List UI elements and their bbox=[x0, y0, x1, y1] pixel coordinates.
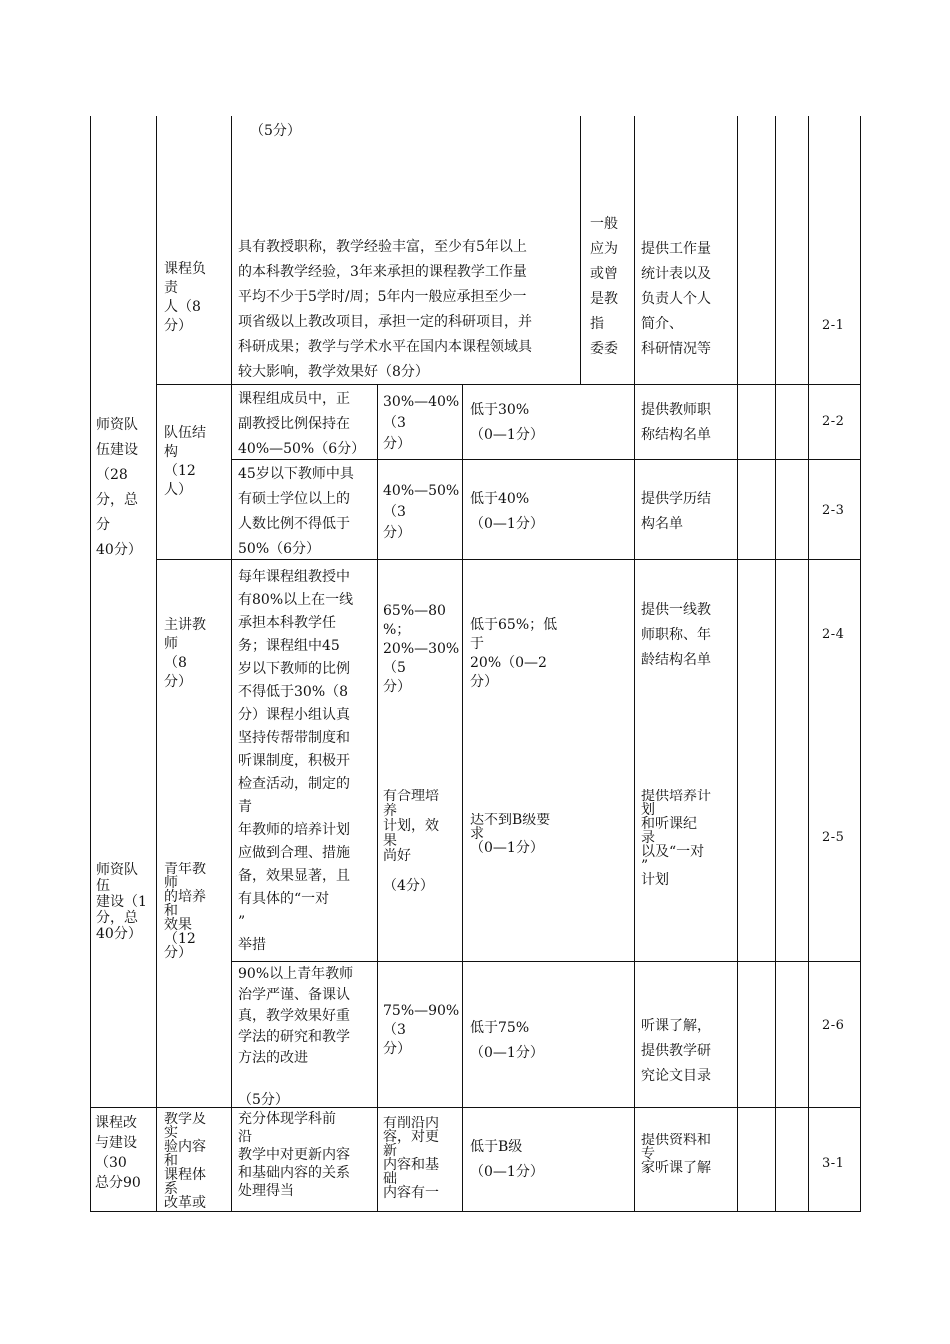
criterion-b-2-3: 40%—50% （3 分） bbox=[383, 483, 460, 541]
col-divider-7 bbox=[775, 116, 776, 1212]
index-2-1: 2-1 bbox=[822, 318, 845, 333]
evidence-2-5: 提供培养计 划 和听课纪 录 以及“一对 ” 计划 bbox=[641, 789, 711, 888]
table-border-left bbox=[90, 116, 91, 1212]
evidence-2-3: 提供学历结 构名单 bbox=[641, 491, 711, 532]
section-label-teachers-1: 师资队 伍建设 （28 分，总 分 40分） bbox=[96, 417, 142, 558]
sub-item-team-structure: 队伍结 构 （12 人） bbox=[164, 425, 206, 498]
criterion-b-2-5: 有合理培 养 计划，效 果 尚好 （4分） bbox=[383, 789, 439, 894]
criterion-c-2-3: 低于40% （0—1分） bbox=[470, 491, 544, 532]
criterion-c-2-5: 达不到B级要 求 （0—1分） bbox=[470, 813, 551, 856]
evidence-3-1: 提供资料和 专 家听课了解 bbox=[641, 1133, 711, 1176]
criterion-b-2-6: 75%—90% （3 分） bbox=[383, 1003, 460, 1057]
col-divider-5 bbox=[634, 116, 635, 1212]
col-divider-4 bbox=[462, 384, 463, 1212]
evidence-2-6: 听课了解， 提供教学研 究论文目录 bbox=[641, 1018, 711, 1084]
col-divider-1 bbox=[156, 116, 157, 1212]
criterion-b-2-2: 30%—40% （3 分） bbox=[383, 394, 460, 452]
index-2-5: 2-5 bbox=[822, 830, 845, 845]
col-divider-8 bbox=[808, 116, 809, 1212]
evidence-2-2: 提供教师职 称结构名单 bbox=[641, 402, 711, 443]
index-2-2: 2-2 bbox=[822, 414, 845, 429]
row-line-2-1-bottom bbox=[156, 384, 861, 385]
table-border-right bbox=[860, 116, 861, 1212]
top-fragment-score: （5分） bbox=[250, 123, 301, 139]
index-2-3: 2-3 bbox=[822, 503, 845, 518]
index-2-6: 2-6 bbox=[822, 1018, 845, 1033]
evidence-2-1: 提供工作量 统计表以及 负责人个人 简介、 科研情况等 bbox=[641, 241, 711, 357]
criterion-b-2-4: 65%—80 %； 20%—30% （5 分） bbox=[383, 603, 460, 695]
index-3-1: 3-1 bbox=[822, 1156, 845, 1171]
row-line-section-3-top bbox=[90, 1107, 861, 1108]
sub-item-young-teachers: 青年教 师 的培养 和 效果 （12 分） bbox=[164, 862, 206, 960]
table-border-bottom bbox=[90, 1211, 861, 1212]
section-label-teachers-2: 师资队 伍 建设（1 分，总 40分） bbox=[96, 862, 147, 942]
criterion-c-2-6: 低于75% （0—1分） bbox=[470, 1020, 544, 1061]
sub-item-course-leader: 课程负 责 人（8 分） bbox=[164, 261, 206, 334]
criterion-a-3-1: 充分体现学科前 沿 教学中对更新内容 和基础内容的关系 处理得当 bbox=[238, 1111, 350, 1199]
criterion-a-2-3: 45岁以下教师中具 有硕士学位以上的 人数比例不得低于 50%（6分） bbox=[238, 466, 354, 557]
section-label-course-reform: 课程改 与建设 （30 总分90 bbox=[95, 1115, 141, 1191]
sub-item-teaching-content: 教学及 实 验内容 和 课程体 系 改革或 bbox=[164, 1112, 206, 1210]
criterion-c-3-1: 低于B级 （0—1分） bbox=[470, 1139, 544, 1180]
evidence-2-4: 提供一线教 师职称、年 龄结构名单 bbox=[641, 602, 711, 668]
row-line-2-5-bottom bbox=[231, 961, 861, 962]
criterion-c-2-4: 低于65%；低 于 20%（0—2 分） bbox=[470, 617, 558, 690]
sub-item-lead-teachers: 主讲教 师 （8 分） bbox=[164, 617, 206, 690]
criterion-b-3-1: 有削沿内 容，对更 新 内容和基 础 内容有一 bbox=[383, 1116, 439, 1201]
index-2-4: 2-4 bbox=[822, 627, 845, 642]
criterion-a-2-6: 90%以上青年教师 治学严谨、备课认 真，教学效果好重 学法的研究和教学 方法的改进 （5分） bbox=[238, 966, 354, 1107]
col-divider-6 bbox=[737, 116, 738, 1212]
criterion-a-2-2: 课程组成员中，正 副教授比例保持在 40%—50%（6分） bbox=[238, 391, 366, 457]
criterion-c-2-2: 低于30% （0—1分） bbox=[470, 402, 544, 443]
col-divider-2 bbox=[231, 116, 232, 1212]
criterion-c-2-1: 一般 应为 或曾 是教 指 委委 bbox=[590, 216, 618, 357]
criterion-a-2-4: 每年课程组教授中 有80%以上在一线 承担本科教学任 务；课程组中45 岁以下教师的比例 不得低于30%（8 分）课程小组认真 坚持传帮带制度和 听课制度，积极开 检查活动，制定的 青 年教师的培养计划 应做到合理、措施 备，效果显著，且 有具体的“一对 ” 举措 bbox=[238, 569, 354, 953]
col-divider-3b bbox=[377, 384, 378, 1212]
criterion-a-2-1: 具有教授职称，教学经验丰富，至少有5年以上 的本科教学经验，3年来承担的课程教学工作量 平均不少于5学时/周；5年内一般应承担至少一 项省级以上教改项目，承担一定的科研项目，并 科研成果；教学与学术水平在国内本课程领域具 较大影响，教学效果好（8分） bbox=[238, 239, 532, 380]
